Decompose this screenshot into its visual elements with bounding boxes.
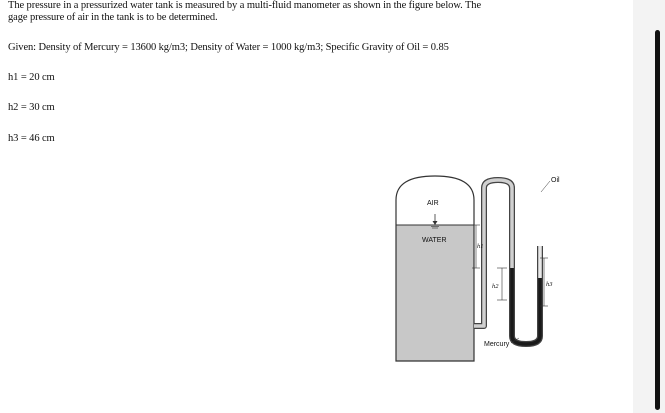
scrollbar-thumb[interactable] (655, 30, 660, 410)
scrollbar-track (633, 0, 665, 413)
h3-label: h3 (546, 281, 553, 288)
manometer-figure (380, 168, 580, 368)
mercury-column (512, 268, 540, 344)
h1-value: h1 = 20 cm (8, 72, 55, 83)
oil-label: Oil (551, 177, 560, 184)
surface-arrow-icon (433, 221, 438, 225)
h3-value: h3 = 46 cm (8, 133, 55, 144)
problem-statement (8, 0, 608, 24)
problem-line-2: gage pressure of air in the tank is to be determined. (8, 12, 218, 23)
air-label: AIR (427, 200, 439, 207)
given-values: Given: Density of Mercury = 13600 kg/m3; Density of Water = 1000 kg/m3; Specific Gravity of Oil = 0.85 (8, 42, 449, 53)
water-region (396, 225, 474, 361)
water-column (474, 180, 512, 326)
h2-value: h2 = 30 cm (8, 102, 55, 113)
h2-label: h2 (492, 283, 499, 290)
mercury-label: Mercury (484, 341, 510, 348)
h1-label: h1 (477, 243, 484, 250)
problem-line-1: The pressure in a pressurized water tank is measured by a multi-fluid manometer as shown in the figure below. The (8, 0, 482, 11)
water-label: WATER (422, 237, 447, 244)
